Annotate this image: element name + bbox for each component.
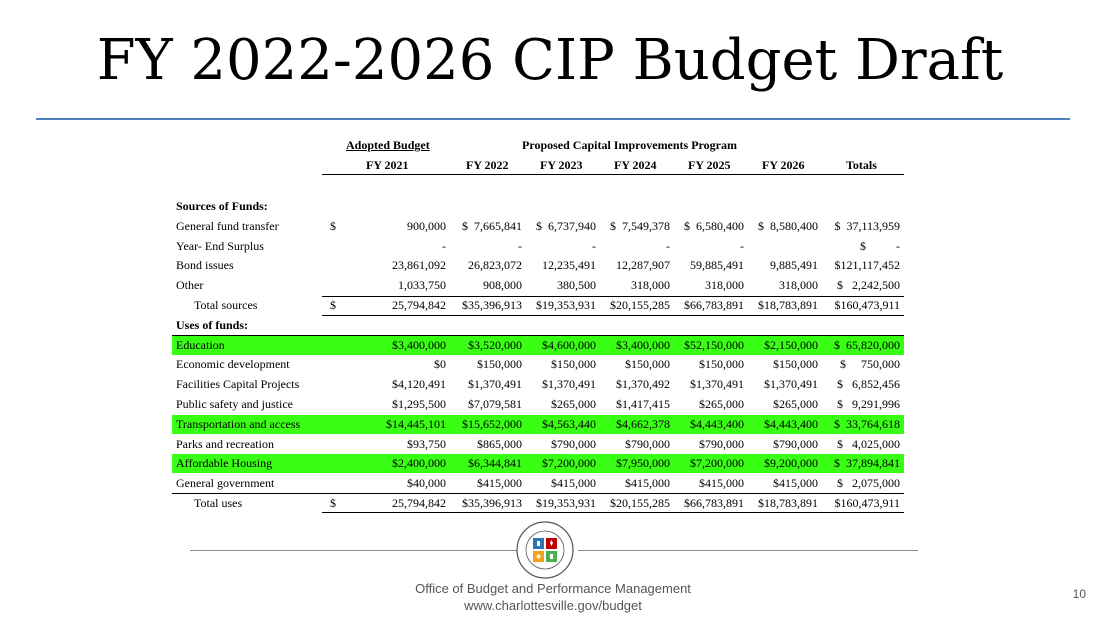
row-label: Affordable Housing xyxy=(176,456,273,471)
cell-fy2024: $20,155,285 xyxy=(610,496,670,510)
cell-fy2025: $66,783,891 xyxy=(684,298,744,312)
cell-fy2024: $790,000 xyxy=(625,436,670,451)
col-header-fy2021: FY 2021 xyxy=(366,158,409,172)
footer-rule-right xyxy=(578,550,918,551)
col-header-totals: Totals xyxy=(846,158,877,172)
cell-fy2022: $15,652,000 xyxy=(462,416,522,431)
cell-fy2025: $1,370,491 xyxy=(690,377,744,392)
cell-fy2022: $35,396,913 xyxy=(462,496,522,510)
cell-fy2023: $4,563,440 xyxy=(542,416,596,431)
cell-fy2021: $4,120,491 xyxy=(392,377,446,392)
cell-fy2024: $415,000 xyxy=(625,476,670,491)
cell-totals: $ 9,291,996 xyxy=(837,397,900,411)
col-header-fy2026: FY 2026 xyxy=(762,158,805,172)
cell-fy2021: - xyxy=(442,238,446,253)
row-label: Education xyxy=(176,337,225,352)
cell-fy2025: - xyxy=(740,238,744,253)
cell-fy2025: 59,885,491 xyxy=(690,258,744,273)
cell-fy2022: $6,344,841 xyxy=(468,456,522,471)
col-header-fy2022: FY 2022 xyxy=(466,158,509,172)
cell-fy2023: $1,370,491 xyxy=(542,377,596,392)
cell-fy2022: $7,079,581 xyxy=(468,397,522,411)
currency-sign: $ xyxy=(330,218,336,233)
cell-fy2025: $415,000 xyxy=(699,476,744,491)
cell-fy2023: 380,500 xyxy=(557,278,596,293)
cell-fy2025: 318,000 xyxy=(705,278,744,293)
currency-sign: $ xyxy=(330,298,336,312)
row-divider xyxy=(172,493,904,494)
row-label: Total uses xyxy=(194,496,243,510)
cell-fy2021: 25,794,842 xyxy=(392,496,446,510)
cell-fy2023: $265,000 xyxy=(551,397,596,411)
proposed-cip-header: Proposed Capital Improvements Program xyxy=(522,138,737,152)
cell-fy2023: $19,353,931 xyxy=(536,496,596,510)
cell-fy2026: $415,000 xyxy=(773,476,818,491)
cell-fy2024: $4,662,378 xyxy=(616,416,670,431)
cell-fy2021: $1,295,500 xyxy=(392,397,446,411)
cell-fy2022: $865,000 xyxy=(477,436,522,451)
cell-totals: $160,473,911 xyxy=(834,298,900,312)
cell-totals: $ 2,075,000 xyxy=(837,476,900,491)
cell-fy2023: $415,000 xyxy=(551,476,596,491)
cell-fy2026: $ 8,580,400 xyxy=(758,218,818,233)
cell-fy2021: 23,861,092 xyxy=(392,258,446,273)
cell-fy2023: $7,200,000 xyxy=(542,456,596,471)
cell-fy2026: $18,783,891 xyxy=(758,496,818,510)
cell-fy2022: $1,370,491 xyxy=(468,377,522,392)
cell-fy2022: 908,000 xyxy=(483,278,522,293)
cell-totals: $ 750,000 xyxy=(840,357,900,372)
cell-fy2022: $415,000 xyxy=(477,476,522,491)
cell-fy2021: 900,000 xyxy=(407,218,446,233)
row-label: Economic development xyxy=(176,357,290,372)
cell-fy2024: - xyxy=(666,238,670,253)
table-row xyxy=(172,415,904,434)
cell-fy2025: $66,783,891 xyxy=(684,496,744,510)
cell-fy2021: $2,400,000 xyxy=(392,456,446,471)
total-uses-underline xyxy=(322,512,904,513)
table-row xyxy=(172,237,904,256)
col-header-fy2023: FY 2023 xyxy=(540,158,583,172)
table-row xyxy=(172,454,904,473)
cell-fy2026: $18,783,891 xyxy=(758,298,818,312)
table-row xyxy=(172,474,904,493)
cell-fy2021: $0 xyxy=(434,357,446,372)
row-divider xyxy=(172,335,904,336)
table-row xyxy=(172,336,904,355)
cell-fy2023: $ 6,737,940 xyxy=(536,218,596,233)
cell-fy2022: $35,396,913 xyxy=(462,298,522,312)
cell-fy2022: $3,520,000 xyxy=(468,337,522,352)
cell-totals: $ 4,025,000 xyxy=(837,436,900,451)
cell-totals: $ - xyxy=(860,238,900,253)
cell-totals: $160,473,911 xyxy=(834,496,900,510)
city-seal-icon xyxy=(515,520,575,580)
cell-fy2025: $790,000 xyxy=(699,436,744,451)
cell-fy2022: $ 7,665,841 xyxy=(462,218,522,233)
cell-fy2022: 26,823,072 xyxy=(468,258,522,273)
row-label: Parks and recreation xyxy=(176,436,274,451)
cell-fy2021: $93,750 xyxy=(407,436,446,451)
cell-fy2026: $2,150,000 xyxy=(764,337,818,352)
cell-fy2026: $4,443,400 xyxy=(764,416,818,431)
cell-totals: $ 65,820,000 xyxy=(834,337,900,352)
table-row xyxy=(172,217,904,236)
row-label: Year- End Surplus xyxy=(176,238,264,253)
cell-totals: $ 37,113,959 xyxy=(834,218,900,233)
row-label: Uses of funds: xyxy=(176,317,249,332)
table-row xyxy=(172,395,904,414)
cell-fy2023: - xyxy=(592,238,596,253)
cell-fy2022: $150,000 xyxy=(477,357,522,372)
adopted-budget-header: Adopted Budget xyxy=(346,138,430,152)
cell-fy2026: 9,885,491 xyxy=(770,258,818,273)
row-label: Other xyxy=(176,278,204,293)
col-header-fy2025: FY 2025 xyxy=(688,158,731,172)
row-label: Total sources xyxy=(194,298,258,312)
row-label: General government xyxy=(176,476,275,491)
cell-fy2021: $14,445,101 xyxy=(386,416,446,431)
cell-fy2025: $ 6,580,400 xyxy=(684,218,744,233)
footer-office: Office of Budget and Performance Management xyxy=(415,581,691,596)
title-divider xyxy=(36,118,1070,120)
cell-totals: $ 37,894,841 xyxy=(834,456,900,471)
row-label: Public safety and justice xyxy=(176,397,293,411)
cell-fy2025: $265,000 xyxy=(699,397,744,411)
cell-totals: $ 2,242,500 xyxy=(837,278,900,293)
slide-title: FY 2022-2026 CIP Budget Draft xyxy=(96,28,1004,93)
row-label: Facilities Capital Projects xyxy=(176,377,300,392)
cell-fy2024: 12,287,907 xyxy=(616,258,670,273)
cell-fy2026: $9,200,000 xyxy=(764,456,818,471)
row-label: Sources of Funds: xyxy=(176,199,268,213)
cell-fy2023: $790,000 xyxy=(551,436,596,451)
table-row xyxy=(172,494,904,513)
cell-fy2021: $3,400,000 xyxy=(392,337,446,352)
cell-fy2023: $19,353,931 xyxy=(536,298,596,312)
row-label: Transportation and access xyxy=(176,416,301,431)
cell-fy2026: $265,000 xyxy=(773,397,818,411)
table-row xyxy=(172,256,904,275)
cell-fy2024: $3,400,000 xyxy=(616,337,670,352)
cell-fy2024: $7,950,000 xyxy=(616,456,670,471)
cell-fy2025: $4,443,400 xyxy=(690,416,744,431)
cell-fy2022: - xyxy=(518,238,522,253)
table-row xyxy=(172,296,904,315)
currency-sign: $ xyxy=(330,496,336,510)
page-number: 10 xyxy=(1072,587,1086,601)
cell-fy2021: 25,794,842 xyxy=(392,298,446,312)
cell-fy2023: $150,000 xyxy=(551,357,596,372)
cell-fy2024: $1,417,415 xyxy=(616,397,670,411)
footer-url: www.charlottesville.gov/budget xyxy=(464,598,642,613)
cell-fy2023: $4,600,000 xyxy=(542,337,596,352)
table-row xyxy=(172,276,904,295)
row-label: General fund transfer xyxy=(176,218,279,233)
cell-fy2026: $150,000 xyxy=(773,357,818,372)
cell-fy2026: $790,000 xyxy=(773,436,818,451)
cell-totals: $ 6,852,456 xyxy=(837,377,900,392)
cell-fy2024: $1,370,492 xyxy=(616,377,670,392)
cell-fy2026: $1,370,491 xyxy=(764,377,818,392)
cell-fy2025: $7,200,000 xyxy=(690,456,744,471)
row-label: Bond issues xyxy=(176,258,234,273)
cell-totals: $ 33,764,618 xyxy=(834,416,900,431)
table-row xyxy=(172,375,904,394)
table-row xyxy=(172,355,904,374)
footer-rule-left xyxy=(190,550,520,551)
cell-fy2025: $150,000 xyxy=(699,357,744,372)
cell-fy2025: $52,150,000 xyxy=(684,337,744,352)
cell-fy2024: $ 7,549,378 xyxy=(610,218,670,233)
table-row xyxy=(172,316,904,335)
header-underline xyxy=(322,174,904,175)
cell-fy2024: 318,000 xyxy=(631,278,670,293)
cell-fy2021: 1,033,750 xyxy=(398,278,446,293)
col-header-fy2024: FY 2024 xyxy=(614,158,657,172)
table-row xyxy=(172,435,904,454)
cell-fy2026: 318,000 xyxy=(779,278,818,293)
cell-fy2021: $40,000 xyxy=(407,476,446,491)
cell-fy2024: $20,155,285 xyxy=(610,298,670,312)
total-sources-underline xyxy=(322,315,904,316)
cell-fy2024: $150,000 xyxy=(625,357,670,372)
cell-fy2023: 12,235,491 xyxy=(542,258,596,273)
cell-totals: $121,117,452 xyxy=(834,258,900,273)
table-row xyxy=(172,197,904,216)
total-sources-topline xyxy=(322,296,904,297)
